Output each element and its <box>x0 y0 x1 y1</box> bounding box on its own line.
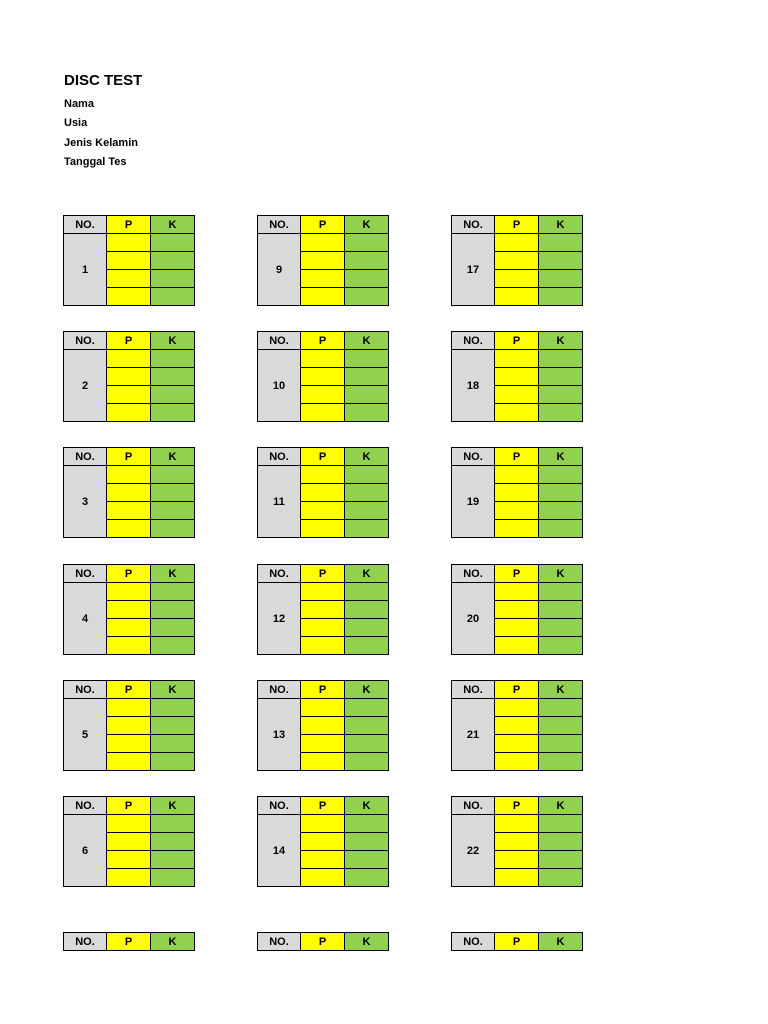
p-answer-cell[interactable] <box>495 699 539 717</box>
p-answer-cell[interactable] <box>107 717 151 735</box>
header-k: K <box>539 332 583 350</box>
k-answer-cell[interactable] <box>539 699 583 717</box>
p-answer-cell[interactable] <box>495 484 539 502</box>
k-answer-cell[interactable] <box>345 350 389 368</box>
p-answer-cell[interactable] <box>495 466 539 484</box>
k-answer-cell[interactable] <box>345 234 389 252</box>
k-answer-cell[interactable] <box>539 735 583 753</box>
k-answer-cell[interactable] <box>151 735 195 753</box>
header-p: P <box>107 216 151 234</box>
header-no: NO. <box>64 933 107 951</box>
p-answer-cell[interactable] <box>107 484 151 502</box>
answer-block <box>257 447 388 538</box>
k-answer-cell[interactable] <box>345 753 389 771</box>
k-answer-cell[interactable] <box>539 833 583 851</box>
p-answer-cell[interactable] <box>107 466 151 484</box>
header-p: P <box>495 332 539 350</box>
header-no: NO. <box>452 681 495 699</box>
header-p: P <box>107 933 151 951</box>
answer-block <box>257 680 388 771</box>
k-answer-cell[interactable] <box>345 583 389 601</box>
header-k: K <box>151 565 195 583</box>
header-p: P <box>301 797 345 815</box>
k-answer-cell[interactable] <box>151 833 195 851</box>
p-answer-cell[interactable] <box>495 234 539 252</box>
k-answer-cell[interactable] <box>151 368 195 386</box>
k-answer-cell[interactable] <box>539 252 583 270</box>
p-answer-cell[interactable] <box>495 619 539 637</box>
header-no: NO. <box>258 681 301 699</box>
p-answer-cell[interactable] <box>107 234 151 252</box>
k-answer-cell[interactable] <box>345 833 389 851</box>
header-p: P <box>495 933 539 951</box>
question-number: 13 <box>258 699 301 771</box>
header-k: K <box>345 448 389 466</box>
p-answer-cell[interactable] <box>495 252 539 270</box>
header-k: K <box>151 448 195 466</box>
header-k: K <box>345 565 389 583</box>
p-answer-cell[interactable] <box>301 815 345 833</box>
question-number: 11 <box>258 466 301 538</box>
p-answer-cell[interactable] <box>495 583 539 601</box>
header-p: P <box>495 448 539 466</box>
header-p: P <box>301 216 345 234</box>
p-answer-cell[interactable] <box>107 520 151 538</box>
header-p: P <box>495 216 539 234</box>
p-answer-cell[interactable] <box>495 270 539 288</box>
header-p: P <box>107 797 151 815</box>
k-answer-cell[interactable] <box>151 520 195 538</box>
p-answer-cell[interactable] <box>495 601 539 619</box>
k-answer-cell[interactable] <box>539 502 583 520</box>
k-answer-cell[interactable] <box>345 601 389 619</box>
p-answer-cell[interactable] <box>301 350 345 368</box>
header-p: P <box>301 332 345 350</box>
k-answer-cell[interactable] <box>539 520 583 538</box>
p-answer-cell[interactable] <box>301 619 345 637</box>
k-answer-cell[interactable] <box>345 520 389 538</box>
k-answer-cell[interactable] <box>539 368 583 386</box>
answer-block <box>63 215 194 306</box>
k-answer-cell[interactable] <box>151 753 195 771</box>
p-answer-cell[interactable] <box>301 386 345 404</box>
p-answer-cell[interactable] <box>107 252 151 270</box>
header-no: NO. <box>452 448 495 466</box>
header-p: P <box>495 681 539 699</box>
k-answer-cell[interactable] <box>345 386 389 404</box>
answer-block <box>257 331 388 422</box>
p-answer-cell[interactable] <box>107 368 151 386</box>
p-answer-cell[interactable] <box>107 815 151 833</box>
p-answer-cell[interactable] <box>301 717 345 735</box>
k-answer-cell[interactable] <box>151 350 195 368</box>
question-number: 2 <box>64 350 107 422</box>
k-answer-cell[interactable] <box>151 466 195 484</box>
answer-block <box>451 680 582 771</box>
header-k: K <box>539 681 583 699</box>
header-p: P <box>107 332 151 350</box>
header-no: NO. <box>64 797 107 815</box>
header-no: NO. <box>452 565 495 583</box>
header-k: K <box>345 797 389 815</box>
header-p: P <box>301 448 345 466</box>
p-answer-cell[interactable] <box>495 637 539 655</box>
k-answer-cell[interactable] <box>151 234 195 252</box>
question-number: 22 <box>452 815 495 887</box>
header-no: NO. <box>258 332 301 350</box>
question-number: 5 <box>64 699 107 771</box>
header-k: K <box>539 797 583 815</box>
k-answer-cell[interactable] <box>345 466 389 484</box>
k-answer-cell[interactable] <box>345 869 389 887</box>
answer-block <box>451 215 582 306</box>
answer-block <box>451 796 582 887</box>
p-answer-cell[interactable] <box>301 484 345 502</box>
header-k: K <box>151 332 195 350</box>
k-answer-cell[interactable] <box>345 619 389 637</box>
p-answer-cell[interactable] <box>301 368 345 386</box>
p-answer-cell[interactable] <box>107 601 151 619</box>
question-number: 9 <box>258 234 301 306</box>
k-answer-cell[interactable] <box>345 368 389 386</box>
p-answer-cell[interactable] <box>301 851 345 869</box>
k-answer-cell[interactable] <box>151 851 195 869</box>
header-k: K <box>539 933 583 951</box>
answer-block-header <box>451 932 582 951</box>
header-k: K <box>539 448 583 466</box>
k-answer-cell[interactable] <box>539 234 583 252</box>
header-no: NO. <box>64 681 107 699</box>
k-answer-cell[interactable] <box>345 637 389 655</box>
answer-block-header <box>63 932 194 951</box>
answer-block <box>451 564 582 655</box>
question-number: 14 <box>258 815 301 887</box>
question-number: 3 <box>64 466 107 538</box>
header-no: NO. <box>64 448 107 466</box>
header-p: P <box>301 681 345 699</box>
p-answer-cell[interactable] <box>495 368 539 386</box>
field-nama: Nama <box>64 98 94 110</box>
p-answer-cell[interactable] <box>495 404 539 422</box>
p-answer-cell[interactable] <box>301 601 345 619</box>
answer-block <box>257 564 388 655</box>
k-answer-cell[interactable] <box>539 869 583 887</box>
k-answer-cell[interactable] <box>345 484 389 502</box>
header-k: K <box>345 933 389 951</box>
question-number: 21 <box>452 699 495 771</box>
k-answer-cell[interactable] <box>345 735 389 753</box>
p-answer-cell[interactable] <box>301 252 345 270</box>
k-answer-cell[interactable] <box>539 288 583 306</box>
k-answer-cell[interactable] <box>539 386 583 404</box>
header-p: P <box>495 565 539 583</box>
p-answer-cell[interactable] <box>107 288 151 306</box>
p-answer-cell[interactable] <box>301 502 345 520</box>
p-answer-cell[interactable] <box>495 502 539 520</box>
p-answer-cell[interactable] <box>107 699 151 717</box>
header-no: NO. <box>64 216 107 234</box>
p-answer-cell[interactable] <box>301 753 345 771</box>
question-number: 6 <box>64 815 107 887</box>
answer-block <box>451 331 582 422</box>
p-answer-cell[interactable] <box>495 833 539 851</box>
header-no: NO. <box>64 565 107 583</box>
k-answer-cell[interactable] <box>539 717 583 735</box>
p-answer-cell[interactable] <box>495 288 539 306</box>
header-k: K <box>151 933 195 951</box>
p-answer-cell[interactable] <box>107 502 151 520</box>
header-no: NO. <box>258 797 301 815</box>
k-answer-cell[interactable] <box>345 288 389 306</box>
header-no: NO. <box>64 332 107 350</box>
p-answer-cell[interactable] <box>495 386 539 404</box>
p-answer-cell[interactable] <box>301 234 345 252</box>
p-answer-cell[interactable] <box>107 350 151 368</box>
p-answer-cell[interactable] <box>301 288 345 306</box>
p-answer-cell[interactable] <box>301 270 345 288</box>
p-answer-cell[interactable] <box>107 583 151 601</box>
p-answer-cell[interactable] <box>107 753 151 771</box>
p-answer-cell[interactable] <box>495 717 539 735</box>
p-answer-cell[interactable] <box>107 619 151 637</box>
header-p: P <box>301 933 345 951</box>
header-k: K <box>151 216 195 234</box>
header-k: K <box>539 216 583 234</box>
header-k: K <box>151 797 195 815</box>
k-answer-cell[interactable] <box>539 350 583 368</box>
k-answer-cell[interactable] <box>151 252 195 270</box>
header-k: K <box>345 216 389 234</box>
field-jenis-kelamin: Jenis Kelamin <box>64 137 138 149</box>
header-p: P <box>301 565 345 583</box>
p-answer-cell[interactable] <box>301 466 345 484</box>
answer-block <box>257 796 388 887</box>
p-answer-cell[interactable] <box>495 350 539 368</box>
header-no: NO. <box>452 797 495 815</box>
answer-block <box>257 215 388 306</box>
header-p: P <box>107 565 151 583</box>
header-p: P <box>107 448 151 466</box>
k-answer-cell[interactable] <box>345 815 389 833</box>
k-answer-cell[interactable] <box>539 466 583 484</box>
k-answer-cell[interactable] <box>539 484 583 502</box>
p-answer-cell[interactable] <box>301 583 345 601</box>
answer-block <box>63 796 194 887</box>
question-number: 17 <box>452 234 495 306</box>
answer-block-header <box>257 932 388 951</box>
k-answer-cell[interactable] <box>151 404 195 422</box>
page-title: DISC TEST <box>64 72 143 89</box>
k-answer-cell[interactable] <box>345 252 389 270</box>
k-answer-cell[interactable] <box>151 637 195 655</box>
k-answer-cell[interactable] <box>345 502 389 520</box>
k-answer-cell[interactable] <box>539 601 583 619</box>
k-answer-cell[interactable] <box>539 637 583 655</box>
header-no: NO. <box>452 332 495 350</box>
header-no: NO. <box>452 933 495 951</box>
p-answer-cell[interactable] <box>495 869 539 887</box>
p-answer-cell[interactable] <box>301 637 345 655</box>
k-answer-cell[interactable] <box>539 583 583 601</box>
field-tanggal-tes: Tanggal Tes <box>64 156 127 168</box>
k-answer-cell[interactable] <box>539 270 583 288</box>
answer-block <box>63 564 194 655</box>
k-answer-cell[interactable] <box>345 699 389 717</box>
question-number: 1 <box>64 234 107 306</box>
p-answer-cell[interactable] <box>301 833 345 851</box>
header-no: NO. <box>258 448 301 466</box>
k-answer-cell[interactable] <box>151 502 195 520</box>
p-answer-cell[interactable] <box>301 404 345 422</box>
k-answer-cell[interactable] <box>345 851 389 869</box>
header-k: K <box>345 681 389 699</box>
p-answer-cell[interactable] <box>495 735 539 753</box>
question-number: 19 <box>452 466 495 538</box>
k-answer-cell[interactable] <box>151 484 195 502</box>
k-answer-cell[interactable] <box>151 619 195 637</box>
p-answer-cell[interactable] <box>107 404 151 422</box>
p-answer-cell[interactable] <box>301 735 345 753</box>
answer-block <box>63 331 194 422</box>
header-no: NO. <box>258 216 301 234</box>
k-answer-cell[interactable] <box>539 851 583 869</box>
header-no: NO. <box>452 216 495 234</box>
k-answer-cell[interactable] <box>151 869 195 887</box>
header-k: K <box>539 565 583 583</box>
answer-block <box>63 447 194 538</box>
k-answer-cell[interactable] <box>345 717 389 735</box>
p-answer-cell[interactable] <box>107 735 151 753</box>
k-answer-cell[interactable] <box>345 404 389 422</box>
question-number: 12 <box>258 583 301 655</box>
header-p: P <box>495 797 539 815</box>
p-answer-cell[interactable] <box>107 851 151 869</box>
k-answer-cell[interactable] <box>151 815 195 833</box>
p-answer-cell[interactable] <box>495 753 539 771</box>
question-number: 20 <box>452 583 495 655</box>
p-answer-cell[interactable] <box>495 815 539 833</box>
answer-block <box>451 447 582 538</box>
header-k: K <box>345 332 389 350</box>
p-answer-cell[interactable] <box>495 851 539 869</box>
k-answer-cell[interactable] <box>151 601 195 619</box>
p-answer-cell[interactable] <box>107 386 151 404</box>
field-usia: Usia <box>64 117 88 129</box>
k-answer-cell[interactable] <box>151 270 195 288</box>
p-answer-cell[interactable] <box>107 637 151 655</box>
header-p: P <box>107 681 151 699</box>
p-answer-cell[interactable] <box>107 869 151 887</box>
k-answer-cell[interactable] <box>345 270 389 288</box>
k-answer-cell[interactable] <box>539 404 583 422</box>
p-answer-cell[interactable] <box>107 833 151 851</box>
k-answer-cell[interactable] <box>151 699 195 717</box>
question-number: 18 <box>452 350 495 422</box>
p-answer-cell[interactable] <box>301 869 345 887</box>
header-no: NO. <box>258 565 301 583</box>
p-answer-cell[interactable] <box>107 270 151 288</box>
answer-block <box>63 680 194 771</box>
question-number: 4 <box>64 583 107 655</box>
k-answer-cell[interactable] <box>151 583 195 601</box>
k-answer-cell[interactable] <box>539 815 583 833</box>
question-number: 10 <box>258 350 301 422</box>
p-answer-cell[interactable] <box>301 520 345 538</box>
p-answer-cell[interactable] <box>301 699 345 717</box>
header-no: NO. <box>258 933 301 951</box>
header-k: K <box>151 681 195 699</box>
k-answer-cell[interactable] <box>151 386 195 404</box>
p-answer-cell[interactable] <box>495 520 539 538</box>
k-answer-cell[interactable] <box>151 288 195 306</box>
k-answer-cell[interactable] <box>539 753 583 771</box>
k-answer-cell[interactable] <box>539 619 583 637</box>
k-answer-cell[interactable] <box>151 717 195 735</box>
